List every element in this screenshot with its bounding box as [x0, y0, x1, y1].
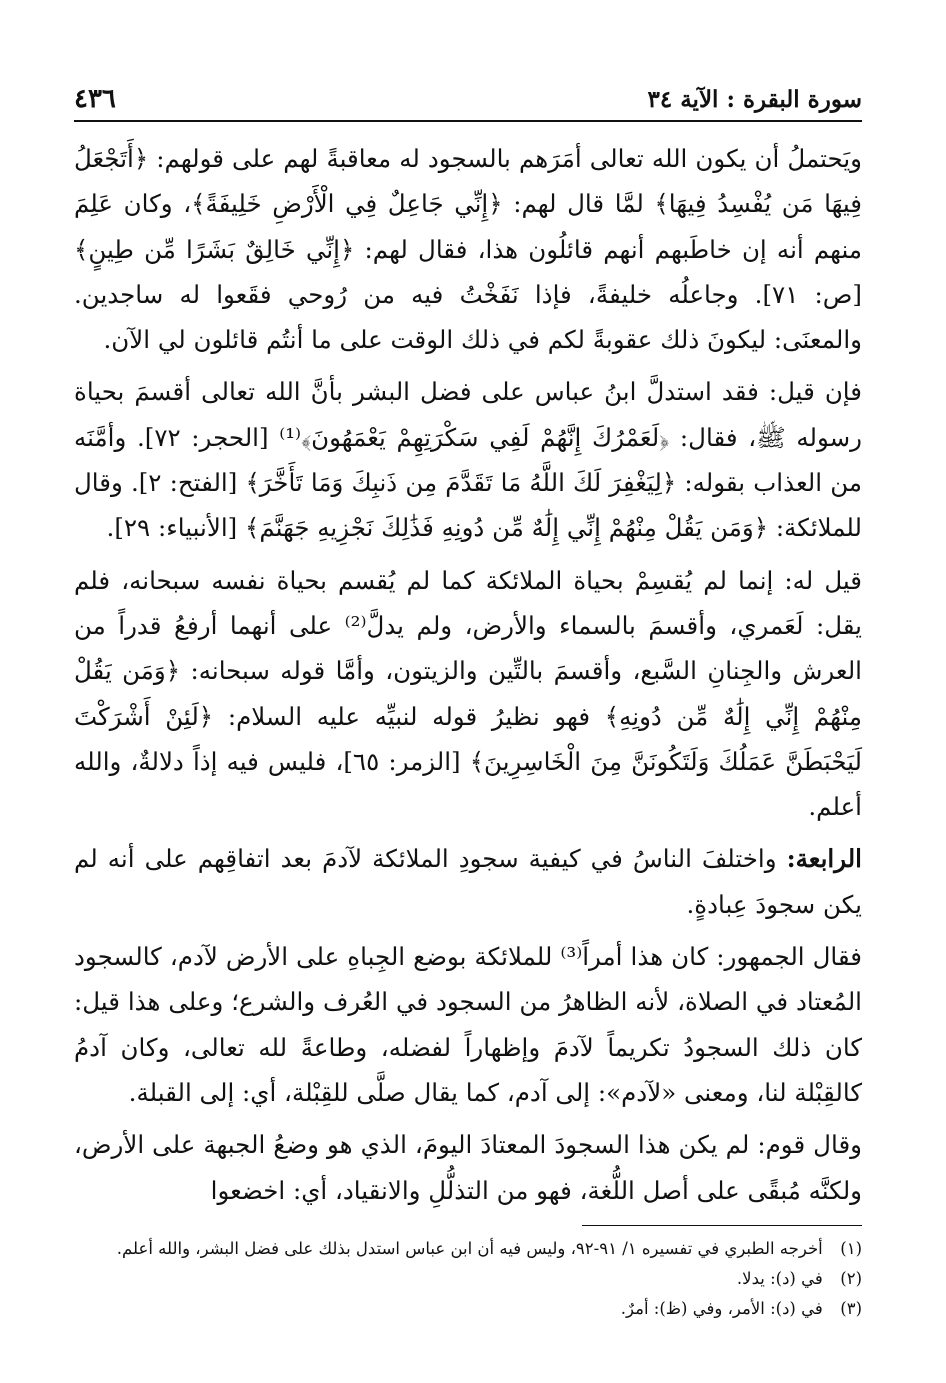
paragraph — [74, 369, 862, 550]
footnote — [74, 1234, 862, 1264]
paragraph-text: ويَحتملُ أن يكون الله تعالى أمَرَهم بالسجود له معاقبةً لهم على قولهم: ﴿أَتَجْعَلُ فِيهَا مَن يُفْسِدُ فِيهَا﴾ لمَّا قال لهم: ﴿إِنِّي جَاعِلٌ فِي الْأَرْضِ خَلِيفَةً﴾، وكان عَلِمَ منهم أنه إن خاطَبهم أنهم قائلُون هذا، فقال لهم: ﴿إِنِّي خَالِقٌ بَشَرًا مِّن طِينٍ﴾ [ص: ٧١]. وجاعلُه خليفةً، فإذا نَفَخْتُ فيه من رُوحي فقَعوا له ساجدين. والمعنَى: ليكونَ ذلك عقوبةً لكم في ذلك الوقت على ما أنتُم قائلون لي الآن. — [74, 144, 862, 355]
paragraph — [74, 558, 862, 830]
paragraph-text: قيل له: إنما لم يُقسِمْ بحياة الملائكة كما لم يُقسم بحياة نفسه سبحانه، فلم يقل: لَعَمري، وأقسمَ بالسماء والأرض، ولم يدلَّ⁽²⁾ على أنهما أرفعُ قدراً من العرش والجِنانِ السَّبع، وأقسمَ بالتِّين والزيتون، وأمَّا قوله سبحانه: ﴿وَمَن يَقُلْ مِنْهُمْ إِنِّي إِلَٰهٌ مِّن دُونِهِ﴾ فهو نظيرُ قوله لنبيِّه عليه السلام: ﴿لَئِنْ أَشْرَكْتَ لَيَحْبَطَنَّ عَمَلُكَ وَلَتَكُونَنَّ مِنَ الْخَاسِرِينَ﴾ [الزمر: ٦٥]، فليس فيه إذاً دلالةٌ، والله أعلم. — [74, 565, 862, 822]
paragraph-text: فإن قيل: فقد استدلَّ ابنُ عباس على فضل البشر بأنَّ الله تعالى أقسمَ بحياة رسوله ﷺ، فقال: ﴿لَعَمْرُكَ إِنَّهُمْ لَفِي سَكْرَتِهِمْ يَعْمَهُونَ﴾⁽¹⁾ [الحجر: ٧٢]. وأمَّنَه من العذاب بقوله: ﴿لِيَغْفِرَ لَكَ اللَّهُ مَا تَقَدَّمَ مِن ذَنبِكَ وَمَا تَأَخَّرَ﴾ [الفتح: ٢]. وقال للملائكة: ﴿وَمَن يَقُلْ مِنْهُمْ إِنِّي إِلَٰهٌ مِّن دُونِهِ فَذَٰلِكَ نَجْزِيهِ جَهَنَّمَ﴾ [الأنبياء: ٢٩]. — [74, 377, 862, 543]
paragraph — [74, 136, 862, 362]
paragraph-text: فقال الجمهور: كان هذا أمراً⁽³⁾ للملائكة بوضع الجِباهِ على الأرض لآدم، كالسجود المُعتاد في الصلاة، لأنه الظاهرُ من السجود في العُرف والشرع؛ وعلى هذا قيل: كان ذلك السجودُ تكريماً لآدمَ وإظهاراً لفضله، وطاعةً لله تعالى، وكان آدمُ كالقِبْلة لنا، ومعنى «لآدم»: إلى آدم، كما يقال صلَّى للقِبْلة، أي: إلى القبلة. — [74, 942, 862, 1107]
footnote — [74, 1264, 862, 1294]
footnotes — [74, 1234, 862, 1324]
page-body — [74, 136, 862, 1213]
paragraph-text: واختلفَ الناسُ في كيفية سجودِ الملائكة لآدمَ بعد اتفاقِهم على أنه لم يكن سجودَ عِبادةٍ. — [74, 844, 862, 919]
page-number: ٤٣٦ — [74, 84, 116, 114]
footnote-mark: (٣) — [840, 1298, 862, 1318]
paragraph-text: وقال قوم: لم يكن هذا السجودَ المعتادَ اليومَ، الذي هو وضعُ الجبهة على الأرض، ولكنَّه مُبقًى على أصل اللُّغة، فهو من التذلُّلِ والانقياد، أي: اخضعوا — [74, 1130, 862, 1205]
footnote-text: أخرجه الطبري في تفسيره ١/ ٩١-٩٢، وليس فيه أن ابن عباس استدل بذلك على فضل البشر، والله أعلم. — [116, 1238, 823, 1258]
paragraph — [74, 934, 862, 1115]
surah-title: سورة البقرة : الآية ٣٤ — [647, 85, 862, 113]
paragraph-lead: الرابعة: — [786, 844, 862, 874]
footnote-text: في (د): الأمر، وفي (ظ): أمرٌ. — [620, 1298, 823, 1318]
footnote-text: في (د): يدلا. — [736, 1268, 823, 1288]
footnote-mark: (٢) — [840, 1268, 862, 1288]
page-header — [74, 78, 862, 122]
paragraph — [74, 836, 862, 927]
book-page — [74, 78, 862, 1368]
footnote-mark: (١) — [840, 1238, 862, 1258]
footnote — [74, 1294, 862, 1324]
footnote-divider — [582, 1225, 862, 1226]
paragraph — [74, 1122, 862, 1213]
